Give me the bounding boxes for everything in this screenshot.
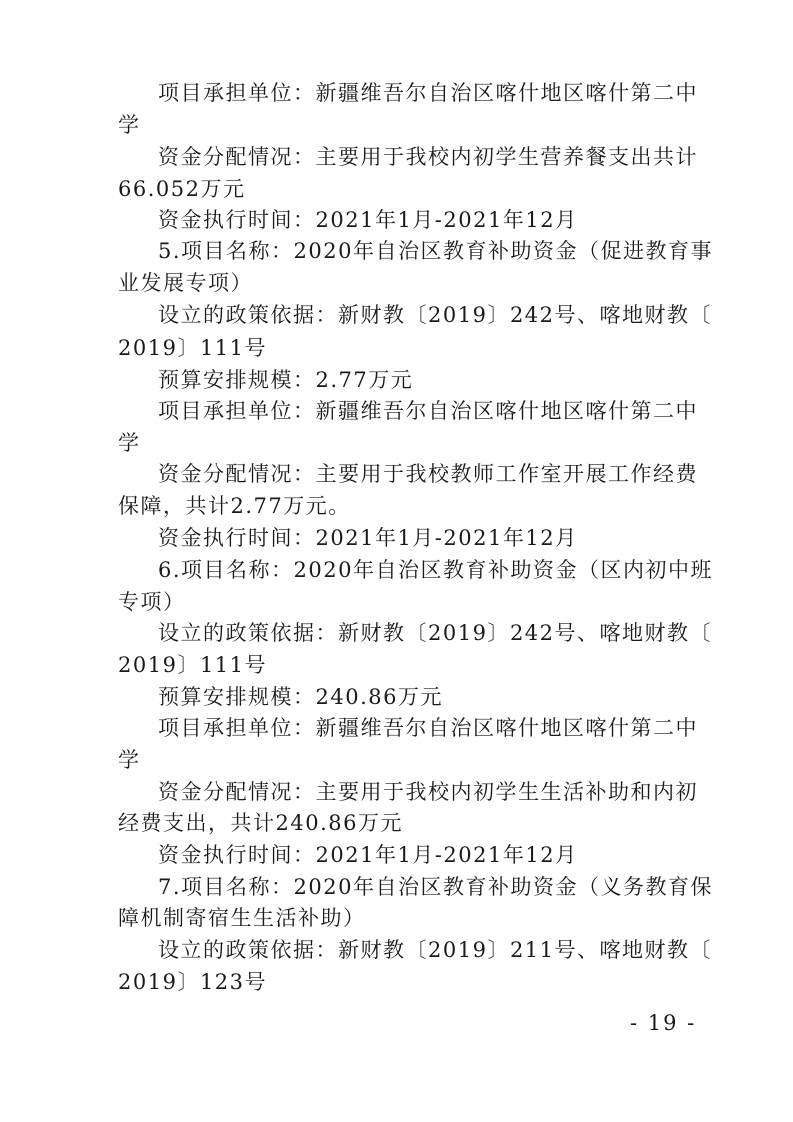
text-line: 项目承担单位：新疆维吾尔自治区喀什地区喀什第二中 (158, 716, 698, 740)
text-line: 设立的政策依据：新财教〔2019〕242号、喀地财教〔 (158, 303, 713, 327)
text-line: 学 (118, 748, 141, 772)
text-line: 6.项目名称：2020年自治区教育补助资金（区内初中班 (158, 558, 713, 582)
text-line: 资金执行时间：2021年1月-2021年12月 (158, 843, 578, 867)
text-line: 5.项目名称：2020年自治区教育补助资金（促进教育事 (158, 239, 713, 263)
text-line: 学 (118, 431, 141, 455)
text-line: 2019〕123号 (118, 970, 268, 994)
text-line: 项目承担单位：新疆维吾尔自治区喀什地区喀什第二中 (158, 81, 698, 105)
text-line: 资金执行时间：2021年1月-2021年12月 (158, 526, 578, 550)
text-line: 2019〕111号 (118, 653, 268, 677)
text-line: 7.项目名称：2020年自治区教育补助资金（义务教育保 (158, 875, 713, 899)
page-number: - 19 - (630, 1011, 697, 1035)
text-line: 设立的政策依据：新财教〔2019〕211号、喀地财教〔 (158, 938, 713, 962)
text-line: 学 (118, 113, 141, 137)
text-line: 66.052万元 (118, 177, 246, 201)
text-line: 专项） (118, 590, 186, 614)
text-line: 资金执行时间：2021年1月-2021年12月 (158, 208, 578, 232)
text-line: 经费支出，共计240.86万元 (118, 811, 403, 835)
text-line: 项目承担单位：新疆维吾尔自治区喀什地区喀什第二中 (158, 399, 698, 423)
text-line: 业发展专项） (118, 271, 253, 295)
text-line: 预算安排规模：2.77万元 (158, 368, 414, 392)
text-line: 资金分配情况：主要用于我校教师工作室开展工作经费 (158, 462, 698, 486)
text-line: 障机制寄宿生生活补助） (118, 906, 366, 930)
text-line: 资金分配情况：主要用于我校内初学生营养餐支出共计 (158, 145, 698, 169)
text-line: 2019〕111号 (118, 336, 268, 360)
text-line: 设立的政策依据：新财教〔2019〕242号、喀地财教〔 (158, 621, 713, 645)
text-line: 资金分配情况：主要用于我校内初学生生活补助和内初 (158, 780, 698, 804)
text-line: 预算安排规模：240.86万元 (158, 685, 443, 709)
text-line: 保障，共计2.77万元。 (118, 494, 351, 518)
